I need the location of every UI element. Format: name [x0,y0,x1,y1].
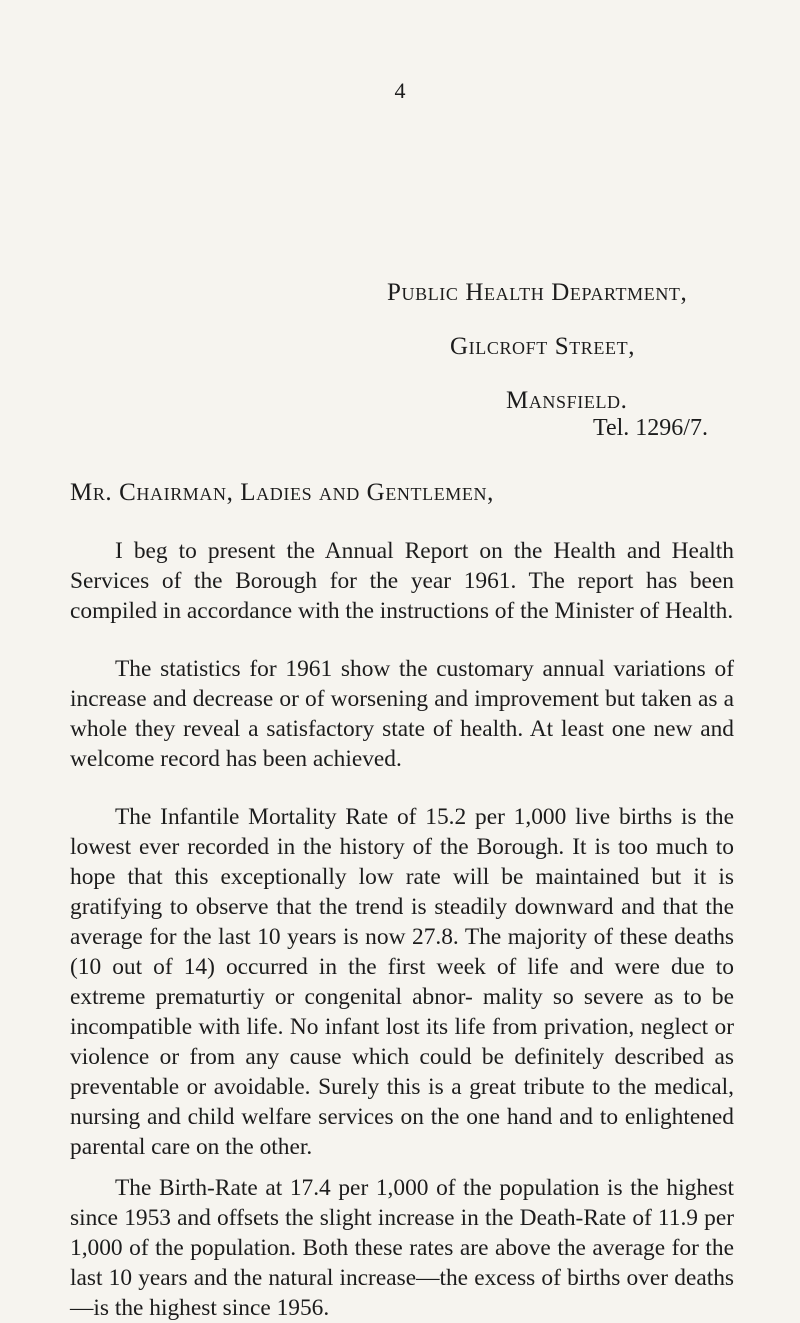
page-number: 4 [394,78,406,103]
address-line-department: Public Health Department, [387,279,688,306]
telephone-number: Tel. 1296/7. [593,415,708,441]
paragraph-introduction: I beg to present the Annual Report on the Health and Health Services of the Borough for the year 1961. The report has been compiled in accordance with the instructions of the Minister of Health. [70,538,734,624]
paragraph-statistics: The statistics for 1961 show the customary annual variations of increase and decrease or of worsening and improvement but taken as a whole they reveal a satisfactory state of health. At least one new and welcome record has been achieved. [70,656,734,772]
report-body [70,536,734,1323]
paragraph-infant-mortality: The Infantile Mortality Rate of 15.2 per 1,000 live births is the lowest ever recorded in the history of the Borough. It is too much to hope that this exceptionally low rate will be maintained but it is gratifying to observe that the trend is steadily downward and that the average for the last 10 years is now 27.8. The majority of these deaths (10 out of 14) occurred in the first week of life and were due to extreme prematurtiy or congenital abnor- mality so severe as to be incompatible with life. No infant lost its life from privation, neglect or violence or from any cause which could be definitely described as preventable or avoidable. Surely this is a great tribute to the medical, nursing and child welfare services on the one hand and to enlightened parental care on the other. [70,804,734,1160]
address-line-town: Mansfield. [506,387,628,414]
address-line-street: Gilcroft Street, [450,333,636,360]
paragraph-birth-rate: The Birth-Rate at 17.4 per 1,000 of the population is the highest since 1953 and offsets the slight increase in the Death-Rate of 11.9 per 1,000 of the population. Both these rates are above the average for the last 10 years and the natural increase—the excess of births over deaths—is the highest since 1956. [70,1175,734,1321]
salutation: Mr. Chairman, Ladies and Gentlemen, [70,479,494,506]
